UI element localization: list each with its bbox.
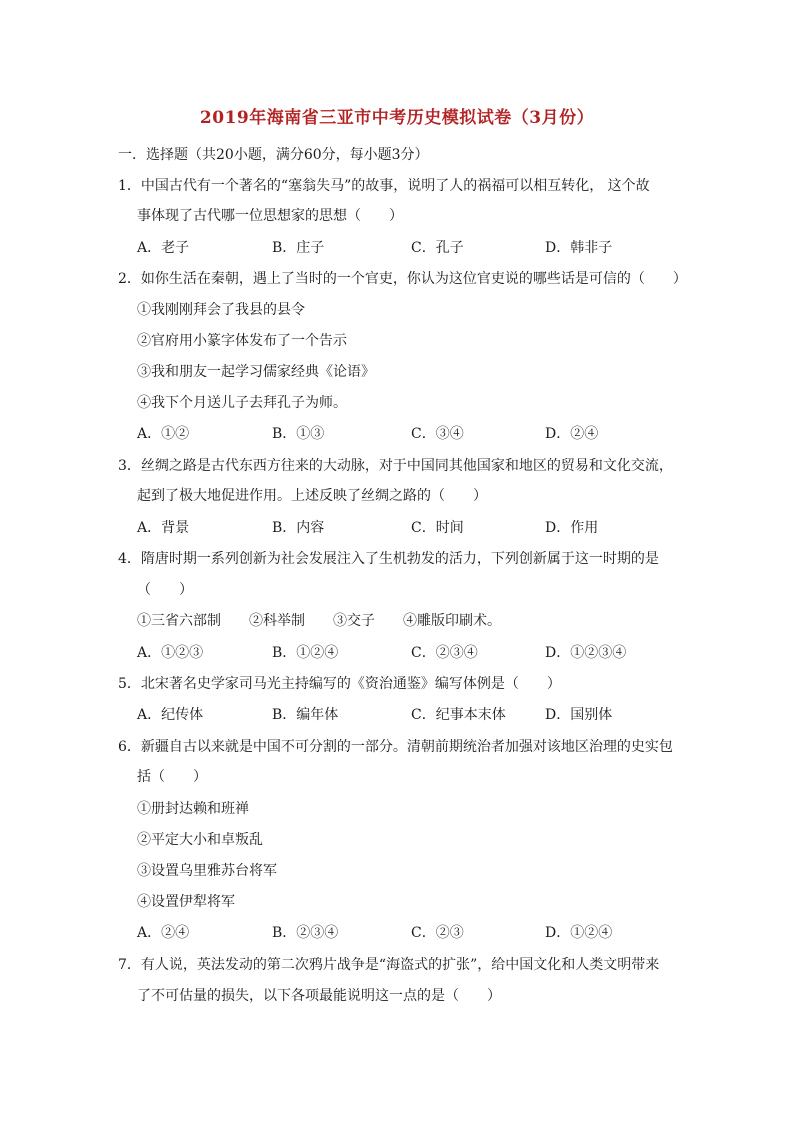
question-6-line-2: 括（ ） [137, 769, 207, 785]
q6-item-4: ④设置伊犁将军 [137, 894, 235, 910]
page-title: 2019年海南省三亚市中考历史模拟试卷（3月份） [199, 108, 595, 128]
q2-option-d: D．②④ [545, 426, 599, 442]
q4-option-d: D．①②③④ [545, 645, 627, 661]
q1-option-b: B．庄子 [272, 240, 325, 256]
q6-item-1: ①册封达赖和班禅 [137, 801, 249, 817]
q4-option-b: B．①②④ [272, 645, 339, 661]
q6-option-c: C．②③ [411, 925, 464, 941]
q4-option-a: A．①②③ [137, 645, 204, 661]
q5-option-b: B．编年体 [272, 707, 339, 723]
question-6-line-1: 6．新疆自古以来就是中国不可分割的一部分。清朝前期统治者加强对该地区治理的史实包 [118, 739, 673, 755]
q4-items: ①三省六部制 ②科举制 ③交子 ④雕版印刷术。 [137, 613, 501, 629]
q3-option-a: A．背景 [137, 520, 190, 536]
question-1-line-1: 1．中国古代有一个著名的“塞翁失马”的故事，说明了人的祸福可以相互转化， 这个故 [118, 178, 650, 194]
q3-option-b: B．内容 [272, 520, 325, 536]
q2-item-3: ③我和朋友一起学习儒家经典《论语》 [137, 364, 375, 380]
q2-item-4: ④我下个月送儿子去拜孔子为师。 [137, 395, 347, 411]
question-1-line-2: 事体现了古代哪一位思想家的思想（ ） [137, 208, 403, 224]
q6-option-a: A．②④ [137, 925, 190, 941]
question-2-line-1: 2．如你生活在秦朝，遇上了当时的一个官吏，你认为这位官吏说的哪些话是可信的（ ） [118, 271, 687, 287]
q5-option-d: D．国别体 [545, 707, 613, 723]
q2-item-2: ②官府用小篆字体发布了一个告示 [137, 333, 347, 349]
q1-option-a: A．老子 [137, 240, 190, 256]
question-3-line-2: 起到了极大地促进作用。上述反映了丝绸之路的（ ） [137, 488, 487, 504]
question-3-line-1: 3．丝绸之路是古代东西方往来的大动脉，对于中国同其他国家和地区的贸易和文化交流， [118, 458, 673, 474]
q1-option-c: C．孔子 [411, 240, 464, 256]
q6-item-3: ③设置乌里雅苏台将军 [137, 863, 277, 879]
question-5-line-1: 5．北宋著名史学家司马光主持编写的《资治通鉴》编写体例是（ ） [118, 676, 561, 692]
q3-option-d: D．作用 [545, 520, 599, 536]
section-heading: 一．选择题（共20小题，满分60分，每小题3分） [118, 147, 429, 163]
q2-option-b: B．①③ [272, 426, 325, 442]
q2-option-a: A．①② [137, 426, 190, 442]
question-7-line-1: 7．有人说，英法发动的第二次鸦片战争是“海盗式的扩张”，给中国文化和人类文明带来 [118, 957, 660, 973]
q2-item-1: ①我刚刚拜会了我县的县令 [137, 302, 305, 318]
q6-option-d: D．①②④ [545, 925, 613, 941]
q4-option-c: C．②③④ [411, 645, 478, 661]
q5-option-a: A．纪传体 [137, 707, 204, 723]
q6-item-2: ②平定大小和卓叛乱 [137, 832, 263, 848]
question-7-line-2: 了不可估量的损失，以下各项最能说明这一点的是（ ） [137, 988, 501, 1004]
q3-option-c: C．时间 [411, 520, 464, 536]
q2-option-c: C．③④ [411, 426, 464, 442]
question-4-line-2: （ ） [137, 582, 193, 598]
q6-option-b: B．②③④ [272, 925, 339, 941]
question-4-line-1: 4．隋唐时期一系列创新为社会发展注入了生机勃发的活力，下列创新属于这一时期的是 [118, 551, 659, 567]
q1-option-d: D．韩非子 [545, 240, 613, 256]
q5-option-c: C．纪事本末体 [411, 707, 506, 723]
